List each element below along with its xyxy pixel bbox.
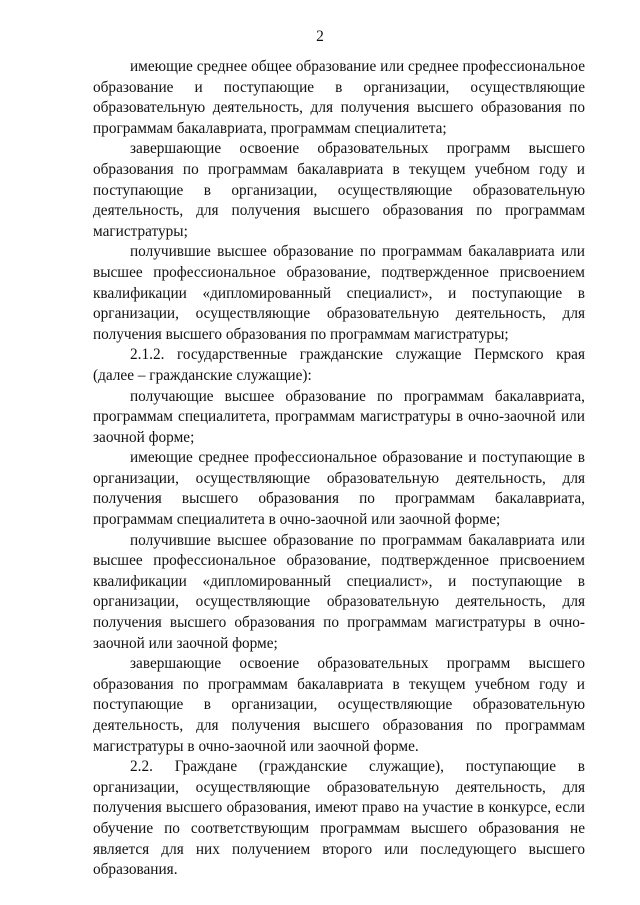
- paragraph-2: завершающие освоение образовательных программ высшего образования по программам бакалавриата в текущем учебном году и поступающие в организации, осуществляющие образовательную деятельность, для получения высшего образования по программам магистратуры;: [93, 140, 585, 240]
- paragraph-1: имеющие среднее общее образование или среднее профессиональное образование и поступающие в организации, осуществляющие образовательную деятельность, для получения высшего образования по программам бакалавриата, программам специалитета;: [93, 58, 585, 137]
- paragraph-8: завершающие освоение образовательных программ высшего образования по программам бакалавриата в текущем учебном году и поступающие в организации, осуществляющие образовательную деятельность, для получения высшего образования по программам магистратуры в очно-заочной или заочной форме.: [93, 655, 585, 755]
- page-number: 2: [316, 28, 324, 45]
- paragraph-6: имеющие среднее профессиональное образование и поступающие в организации, осуществляющие образовательную деятельность, для получения высшего образования по программам бакалавриата, программам специалитета в очно-заочной или заочной форме;: [93, 449, 585, 529]
- paragraph-5: получающие высшее образование по программам бакалавриата, программам специалитета, программам магистратуры в очно-заочной или заочной форме;: [93, 387, 585, 446]
- paragraph-7: получившие высшее образование по программам бакалавриата или высшее профессиональное образование, подтвержденное присвоением квалификации «дипломированный специалист», и поступающие в организации, осуществляющие образовательную деятельность, для получения высшего образования по программам магистратуры в очно-заочной или заочной форме;: [93, 531, 585, 652]
- paragraph-3: получившие высшее образование по программам бакалавриата или высшее профессиональное образование, подтвержденное присвоением квалификации «дипломированный специалист», и поступающие в организации, осуществляющие образовательную деятельность, для получения высшего образования по программам магистратуры;: [93, 243, 585, 343]
- document-body: [93, 57, 585, 881]
- section-2-1-2-heading: 2.1.2. государственные гражданские служащие Пермского края (далее – гражданские служащие):: [93, 346, 585, 384]
- section-2-2-paragraph: 2.2. Граждане (гражданские служащие), поступающие в организации, осуществляющие образовательную деятельность, для получения высшего образования, имеют право на участие в конкурсе, если обучение по соответствующим программам высшего образования не является для них получением второго или последующего высшего образования.: [93, 758, 585, 879]
